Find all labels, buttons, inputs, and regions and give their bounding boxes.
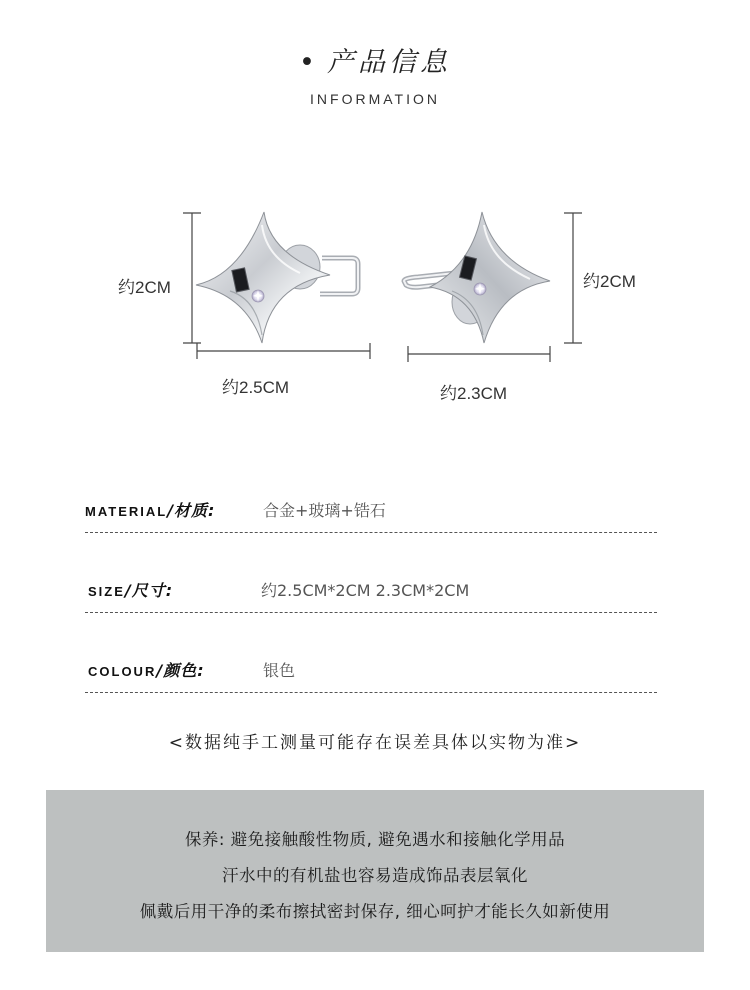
right-width-label: 约2.3CM bbox=[440, 384, 508, 403]
product-illustration bbox=[0, 195, 750, 425]
care-instructions bbox=[46, 790, 704, 952]
spec-key-colour-cn: /颜色: bbox=[156, 661, 205, 680]
spec-value-size: 约2.5CM*2CM 2.3CM*2CM bbox=[261, 581, 470, 600]
spec-divider bbox=[85, 692, 657, 693]
right-height-label: 约2CM bbox=[583, 272, 636, 291]
spec-key-material bbox=[85, 498, 215, 521]
earrings-drawing bbox=[0, 195, 750, 425]
spec-key-size-en: SIZE bbox=[88, 584, 125, 599]
spec-row-material bbox=[85, 493, 657, 533]
spec-key-material-en: MATERIAL bbox=[85, 504, 168, 519]
spec-value-material: 合金+玻璃+锆石 bbox=[263, 501, 386, 520]
title-text: 产品信息 bbox=[326, 47, 451, 78]
right-earring bbox=[404, 212, 550, 343]
info-header bbox=[0, 40, 750, 107]
spec-divider bbox=[85, 532, 657, 533]
spec-key-size-cn: /尺寸: bbox=[124, 581, 174, 600]
left-width-label: 约2.5CM bbox=[222, 378, 290, 397]
left-height-line bbox=[183, 213, 201, 343]
page-title bbox=[0, 40, 750, 79]
left-width-line bbox=[197, 343, 370, 359]
spec-key-colour bbox=[88, 658, 205, 681]
spec-divider bbox=[85, 612, 657, 613]
care-line-1: 保养: 避免接触酸性物质, 避免遇水和接触化学用品 bbox=[184, 830, 566, 849]
right-width-line bbox=[408, 346, 550, 362]
title-dot: • bbox=[299, 47, 319, 78]
care-line-3: 佩戴后用干净的柔布擦拭密封保存, 细心呵护才能长久如新使用 bbox=[139, 902, 611, 921]
right-height-line bbox=[564, 213, 582, 343]
spec-row-colour bbox=[85, 653, 657, 693]
spec-key-size bbox=[88, 578, 173, 601]
spec-value-colour: 银色 bbox=[263, 661, 296, 680]
measurement-note: <数据纯手工测量可能存在误差具体以实物为准> bbox=[168, 733, 582, 753]
care-line-2: 汗水中的有机盐也容易造成饰品表层氧化 bbox=[222, 866, 528, 885]
spec-key-colour-en: COLOUR bbox=[88, 664, 157, 679]
left-height-label: 约2CM bbox=[118, 278, 171, 297]
spec-row-size bbox=[85, 573, 657, 613]
page-subtitle: INFORMATION bbox=[310, 91, 440, 107]
left-earring bbox=[196, 212, 358, 343]
spec-key-material-cn: /材质: bbox=[167, 501, 216, 520]
